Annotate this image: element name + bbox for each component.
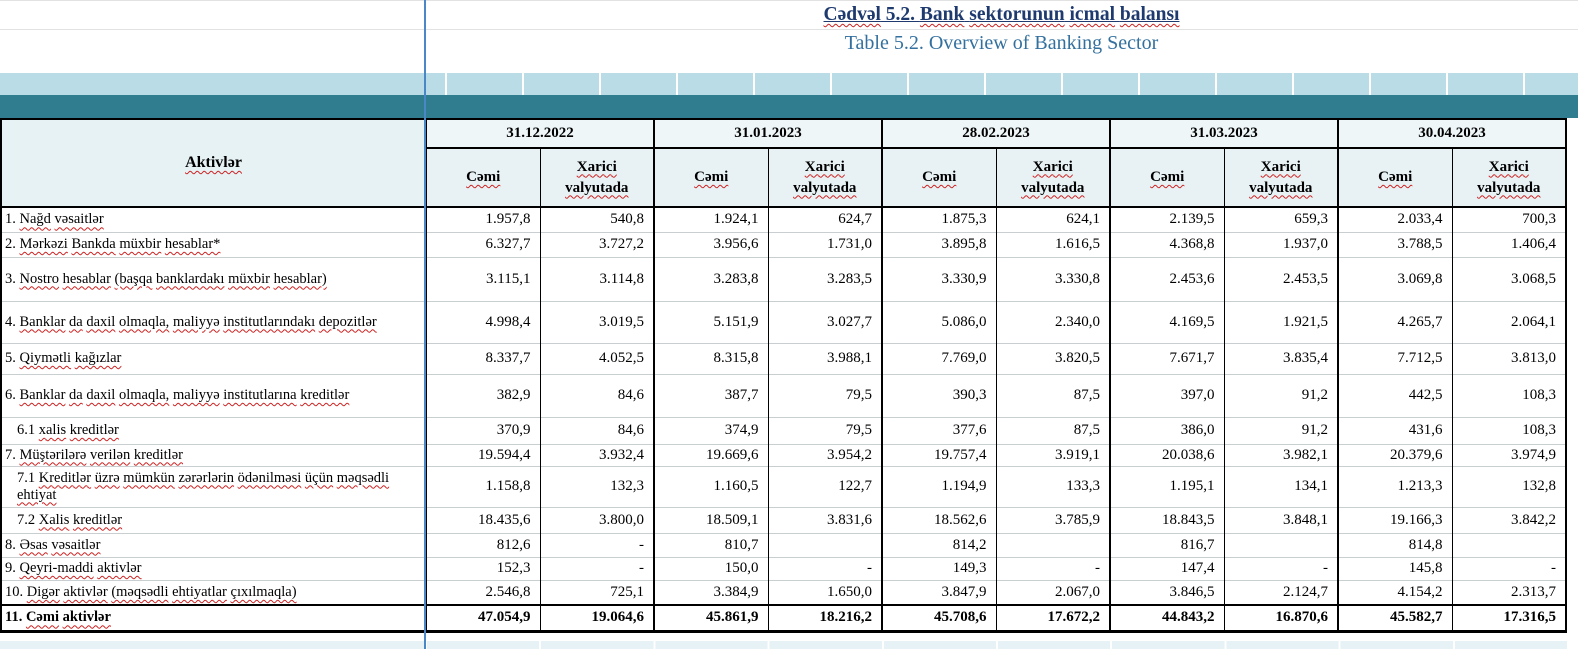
value-cell: 3.785,9	[996, 507, 1110, 533]
decor-band-bottom	[425, 641, 1567, 649]
value-cell: 3.068,5	[1452, 257, 1566, 301]
value-cell: 149,3	[882, 557, 996, 580]
value-cell: 44.843,2	[1110, 605, 1224, 631]
column-header-foreign-currency: Xarici valyutada	[540, 148, 654, 207]
value-cell: 2.313,7	[1452, 580, 1566, 605]
decor-band-lightblue	[0, 73, 445, 95]
table-row	[1, 507, 1566, 533]
value-cell: -	[540, 533, 654, 557]
table-row	[1, 343, 1566, 374]
value-cell: 84,6	[540, 374, 654, 417]
row-label: 7.2 Xalis kreditlər	[1, 507, 426, 533]
row-label: 8. Əsas vəsaitlər	[1, 533, 426, 557]
header-row-dates	[1, 119, 1566, 148]
value-cell: 19.669,6	[654, 444, 768, 466]
value-cell: 3.932,4	[540, 444, 654, 466]
value-cell: 3.283,8	[654, 257, 768, 301]
value-cell: -	[1452, 557, 1566, 580]
value-cell: 19.166,3	[1338, 507, 1452, 533]
value-cell: 1.650,0	[768, 580, 882, 605]
value-cell: 3.330,9	[882, 257, 996, 301]
value-cell: 3.788,5	[1338, 232, 1452, 257]
value-cell: 18.562,6	[882, 507, 996, 533]
value-cell: 134,1	[1224, 466, 1338, 507]
row-label: 6. Banklar da daxil olmaqla, maliyyə institutlarına kreditlər	[1, 374, 426, 417]
value-cell: 7.712,5	[1338, 343, 1452, 374]
value-cell: 814,2	[882, 533, 996, 557]
value-cell: 4.368,8	[1110, 232, 1224, 257]
table-row	[1, 374, 1566, 417]
column-header-foreign-currency: Xarici valyutada	[996, 148, 1110, 207]
value-cell: -	[768, 557, 882, 580]
value-cell: 3.835,4	[1224, 343, 1338, 374]
value-cell: 91,2	[1224, 417, 1338, 444]
value-cell: 624,7	[768, 207, 882, 232]
value-cell: 18.509,1	[654, 507, 768, 533]
value-cell: 20.379,6	[1338, 444, 1452, 466]
value-cell: 814,8	[1338, 533, 1452, 557]
value-cell: 1.731,0	[768, 232, 882, 257]
table-row	[1, 232, 1566, 257]
value-cell: 2.064,1	[1452, 301, 1566, 343]
value-cell: 3.727,2	[540, 232, 654, 257]
value-cell: 1.924,1	[654, 207, 768, 232]
value-cell: 91,2	[1224, 374, 1338, 417]
table-row	[1, 466, 1566, 507]
column-header-total: Cəmi	[1338, 148, 1452, 207]
column-header-total: Cəmi	[1110, 148, 1224, 207]
value-cell: -	[1224, 557, 1338, 580]
value-cell: 3.820,5	[996, 343, 1110, 374]
decor-band-bottom	[0, 641, 425, 649]
value-cell: 4.052,5	[540, 343, 654, 374]
row-label: 1. Nağd vəsaitlər	[1, 207, 426, 232]
value-cell: 1.937,0	[1224, 232, 1338, 257]
value-cell: 84,6	[540, 417, 654, 444]
value-cell: 5.086,0	[882, 301, 996, 343]
value-cell: 387,7	[654, 374, 768, 417]
table-titles	[425, 0, 1578, 58]
value-cell	[768, 533, 882, 557]
value-cell: 6.327,7	[426, 232, 540, 257]
value-cell: 3.847,9	[882, 580, 996, 605]
value-cell: 7.769,0	[882, 343, 996, 374]
table-row	[1, 557, 1566, 580]
value-cell: 3.954,2	[768, 444, 882, 466]
value-cell: 147,4	[1110, 557, 1224, 580]
value-cell: 45.708,6	[882, 605, 996, 631]
value-cell: 122,7	[768, 466, 882, 507]
value-cell: 1.616,5	[996, 232, 1110, 257]
decor-band-lightblue	[445, 73, 1578, 95]
value-cell: 1.921,5	[1224, 301, 1338, 343]
value-cell	[1452, 533, 1566, 557]
value-cell: 3.831,6	[768, 507, 882, 533]
value-cell: 19.757,4	[882, 444, 996, 466]
table-row	[1, 301, 1566, 343]
value-cell: 3.069,8	[1338, 257, 1452, 301]
value-cell: 390,3	[882, 374, 996, 417]
row-label: 2. Mərkəzi Bankda müxbir hesablar*	[1, 232, 426, 257]
value-cell: 3.895,8	[882, 232, 996, 257]
column-header-date: 30.04.2023	[1338, 119, 1566, 148]
value-cell: 1.875,3	[882, 207, 996, 232]
table-title-en: Table 5.2. Overview of Banking Sector	[844, 32, 1159, 54]
value-cell: 370,9	[426, 417, 540, 444]
value-cell: 5.151,9	[654, 301, 768, 343]
value-cell: 132,8	[1452, 466, 1566, 507]
value-cell: 3.800,0	[540, 507, 654, 533]
value-cell: 4.169,5	[1110, 301, 1224, 343]
value-cell: 3.019,5	[540, 301, 654, 343]
row-label: 5. Qiymətli kağızlar	[1, 343, 426, 374]
value-cell: 18.843,5	[1110, 507, 1224, 533]
value-cell: 397,0	[1110, 374, 1224, 417]
value-cell: 382,9	[426, 374, 540, 417]
row-label: 7.1 Kreditlər üzrə mümkün zərərlərin ödənilməsi üçün məqsədli ehtiyat	[1, 466, 426, 507]
row-label: 11. Cəmi aktivlər	[1, 605, 426, 631]
value-cell: 3.988,1	[768, 343, 882, 374]
value-cell: 3.848,1	[1224, 507, 1338, 533]
value-cell: 3.027,7	[768, 301, 882, 343]
value-cell: 2.546,8	[426, 580, 540, 605]
value-cell: 79,5	[768, 417, 882, 444]
value-cell: 374,9	[654, 417, 768, 444]
value-cell: 18.435,6	[426, 507, 540, 533]
table-row	[1, 580, 1566, 605]
value-cell: 1.406,4	[1452, 232, 1566, 257]
row-label: 6.1 xalis kreditlər	[1, 417, 426, 444]
value-cell: 7.671,7	[1110, 343, 1224, 374]
column-header-date: 31.03.2023	[1110, 119, 1338, 148]
value-cell: 1.158,8	[426, 466, 540, 507]
value-cell: 8.337,7	[426, 343, 540, 374]
row-label: 9. Qeyri-maddi aktivlər	[1, 557, 426, 580]
value-cell: 8.315,8	[654, 343, 768, 374]
column-header-foreign-currency: Xarici valyutada	[768, 148, 882, 207]
value-cell: 377,6	[882, 417, 996, 444]
value-cell: 87,5	[996, 417, 1110, 444]
column-header-date: 31.12.2022	[426, 119, 654, 148]
value-cell: 4.154,2	[1338, 580, 1452, 605]
value-cell: 150,0	[654, 557, 768, 580]
value-cell: 725,1	[540, 580, 654, 605]
value-cell: 18.216,2	[768, 605, 882, 631]
row-label: 7. Müştərilərə verilən kreditlər	[1, 444, 426, 466]
value-cell: 1.195,1	[1110, 466, 1224, 507]
value-cell: -	[540, 557, 654, 580]
value-cell: 108,3	[1452, 374, 1566, 417]
value-cell: 45.861,9	[654, 605, 768, 631]
table-row	[1, 257, 1566, 301]
value-cell: 431,6	[1338, 417, 1452, 444]
value-cell: 812,6	[426, 533, 540, 557]
value-cell: 3.115,1	[426, 257, 540, 301]
decor-band-teal	[0, 95, 1578, 118]
value-cell: 3.283,5	[768, 257, 882, 301]
column-header-assets: Aktivlər	[1, 119, 426, 207]
value-cell: 132,3	[540, 466, 654, 507]
value-cell: 3.956,6	[654, 232, 768, 257]
value-cell: 624,1	[996, 207, 1110, 232]
value-cell: 45.582,7	[1338, 605, 1452, 631]
column-header-total: Cəmi	[882, 148, 996, 207]
value-cell: 2.124,7	[1224, 580, 1338, 605]
column-header-foreign-currency: Xarici valyutada	[1452, 148, 1566, 207]
column-header-total: Cəmi	[654, 148, 768, 207]
table-row	[1, 417, 1566, 444]
table-row	[1, 444, 1566, 466]
value-cell: 3.974,9	[1452, 444, 1566, 466]
value-cell	[1224, 533, 1338, 557]
value-cell: 3.919,1	[996, 444, 1110, 466]
value-cell: 2.067,0	[996, 580, 1110, 605]
value-cell	[996, 533, 1110, 557]
value-cell: 386,0	[1110, 417, 1224, 444]
value-cell: 2.453,5	[1224, 257, 1338, 301]
value-cell: 442,5	[1338, 374, 1452, 417]
column-header-foreign-currency: Xarici valyutada	[1224, 148, 1338, 207]
row-label: 4. Banklar da daxil olmaqla, maliyyə institutlarındakı depozitlər	[1, 301, 426, 343]
row-label: 3. Nostro hesablar (başqa banklardakı müxbir hesablar)	[1, 257, 426, 301]
value-cell: 152,3	[426, 557, 540, 580]
value-cell: 47.054,9	[426, 605, 540, 631]
value-cell: 3.846,5	[1110, 580, 1224, 605]
value-cell: 20.038,6	[1110, 444, 1224, 466]
value-cell: 3.330,8	[996, 257, 1110, 301]
value-cell: 659,3	[1224, 207, 1338, 232]
value-cell: 816,7	[1110, 533, 1224, 557]
value-cell: 19.594,4	[426, 444, 540, 466]
value-cell: 1.194,9	[882, 466, 996, 507]
column-header-date: 28.02.2023	[882, 119, 1110, 148]
column-header-total: Cəmi	[426, 148, 540, 207]
column-header-date: 31.01.2023	[654, 119, 882, 148]
value-cell: 3.813,0	[1452, 343, 1566, 374]
value-cell: -	[996, 557, 1110, 580]
value-cell: 810,7	[654, 533, 768, 557]
row-label: 10. Digər aktivlər (məqsədli ehtiyatlar çıxılmaqla)	[1, 580, 426, 605]
value-cell: 540,8	[540, 207, 654, 232]
value-cell: 17.672,2	[996, 605, 1110, 631]
value-cell: 4.265,7	[1338, 301, 1452, 343]
value-cell: 4.998,4	[426, 301, 540, 343]
page-break-line	[424, 0, 426, 649]
value-cell: 3.384,9	[654, 580, 768, 605]
value-cell: 16.870,6	[1224, 605, 1338, 631]
value-cell: 2.139,5	[1110, 207, 1224, 232]
value-cell: 2.033,4	[1338, 207, 1452, 232]
value-cell: 87,5	[996, 374, 1110, 417]
value-cell: 700,3	[1452, 207, 1566, 232]
value-cell: 133,3	[996, 466, 1110, 507]
value-cell: 2.340,0	[996, 301, 1110, 343]
value-cell: 145,8	[1338, 557, 1452, 580]
value-cell: 3.114,8	[540, 257, 654, 301]
value-cell: 3.842,2	[1452, 507, 1566, 533]
value-cell: 1.160,5	[654, 466, 768, 507]
banking-sector-balance-table	[0, 118, 1567, 633]
value-cell: 1.957,8	[426, 207, 540, 232]
value-cell: 79,5	[768, 374, 882, 417]
table-row-total	[1, 605, 1566, 631]
value-cell: 2.453,6	[1110, 257, 1224, 301]
value-cell: 1.213,3	[1338, 466, 1452, 507]
table-title-az: Cədvəl 5.2. Bank sektorunun icmal balansı	[823, 4, 1180, 25]
table-row	[1, 207, 1566, 232]
value-cell: 3.982,1	[1224, 444, 1338, 466]
value-cell: 108,3	[1452, 417, 1566, 444]
value-cell: 19.064,6	[540, 605, 654, 631]
table-row	[1, 533, 1566, 557]
value-cell: 17.316,5	[1452, 605, 1566, 631]
